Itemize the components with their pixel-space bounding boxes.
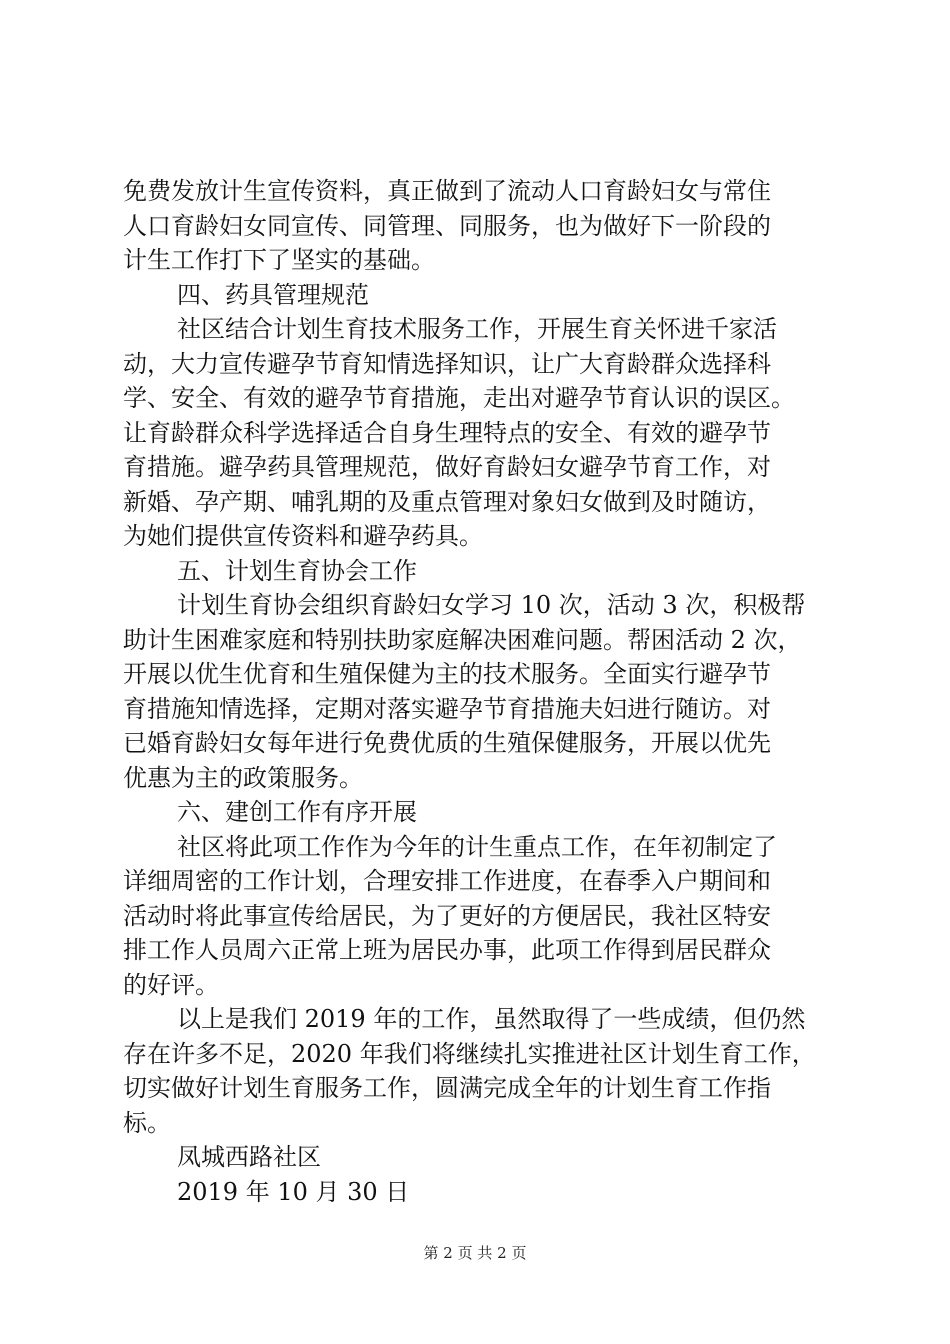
body-line: 开展以优生优育和生殖保健为主的技术服务。全面实行避孕节 [123, 660, 771, 688]
body-line: 已婚育龄妇女每年进行免费优质的生殖保健服务，开展以优先 [123, 729, 771, 757]
body-line: 让育龄群众科学选择适合自身生理特点的安全、有效的避孕节 [123, 418, 771, 447]
body-line: 的好评。 [123, 970, 219, 999]
body-line: 免费发放计生宣传资料，真正做到了流动人口育龄妇女与常住 [123, 177, 771, 205]
section-heading: 四、药具管理规范 [177, 280, 369, 309]
body-line: 动，大力宣传避孕节育知情选择知识，让广大育龄群众选择科 [123, 349, 771, 378]
document-body [123, 174, 833, 1209]
section-heading: 五、计划生育协会工作 [177, 556, 417, 585]
body-line: 学、安全、有效的避孕节育措施，走出对避孕节育认识的误区。 [123, 384, 795, 412]
body-line: 育措施知情选择，定期对落实避孕节育措施夫妇进行随访。对 [123, 694, 771, 723]
body-line: 优惠为主的政策服务。 [123, 763, 363, 792]
body-line: 活动时将此事宣传给居民，为了更好的方便居民，我社区特安 [123, 901, 771, 930]
body-line: 切实做好计划生育服务工作，圆满完成全年的计划生育工作指 [123, 1074, 771, 1102]
body-line: 以上是我们 2019 年的工作，虽然取得了一些成绩，但仍然 [177, 1005, 806, 1033]
body-line: 人口育龄妇女同宣传、同管理、同服务，也为做好下一阶段的 [123, 211, 771, 240]
body-line: 社区结合计划生育技术服务工作，开展生育关怀进千家活 [177, 315, 777, 343]
body-line: 新婚、孕产期、哺乳期的及重点管理对象妇女做到及时随访， [123, 487, 771, 516]
body-line: 助计生困难家庭和特别扶助家庭解决困难问题。帮困活动 2 次， [123, 625, 802, 654]
body-line: 计划生育协会组织育龄妇女学习 10 次，活动 3 次，积极帮 [177, 591, 806, 619]
signature-organization: 凤城西路社区 [177, 1143, 321, 1171]
body-line: 育措施。避孕药具管理规范，做好育龄妇女避孕节育工作，对 [123, 453, 771, 481]
body-line: 标。 [123, 1108, 171, 1137]
body-line: 存在许多不足，2020 年我们将继续扎实推进社区计划生育工作， [123, 1039, 816, 1068]
body-line: 社区将此项工作作为今年的计生重点工作，在年初制定了 [177, 832, 777, 861]
page-number-footer: 第 2 页 共 2 页 [423, 1244, 527, 1262]
signature-date: 2019 年 10 月 30 日 [177, 1177, 410, 1206]
body-line: 为她们提供宣传资料和避孕药具。 [123, 522, 483, 550]
body-line: 排工作人员周六正常上班为居民办事，此项工作得到居民群众 [123, 936, 771, 964]
body-line: 详细周密的工作计划，合理安排工作进度，在春季入户期间和 [123, 867, 771, 895]
section-heading: 六、建创工作有序开展 [177, 798, 417, 826]
body-line: 计生工作打下了坚实的基础。 [123, 246, 435, 274]
